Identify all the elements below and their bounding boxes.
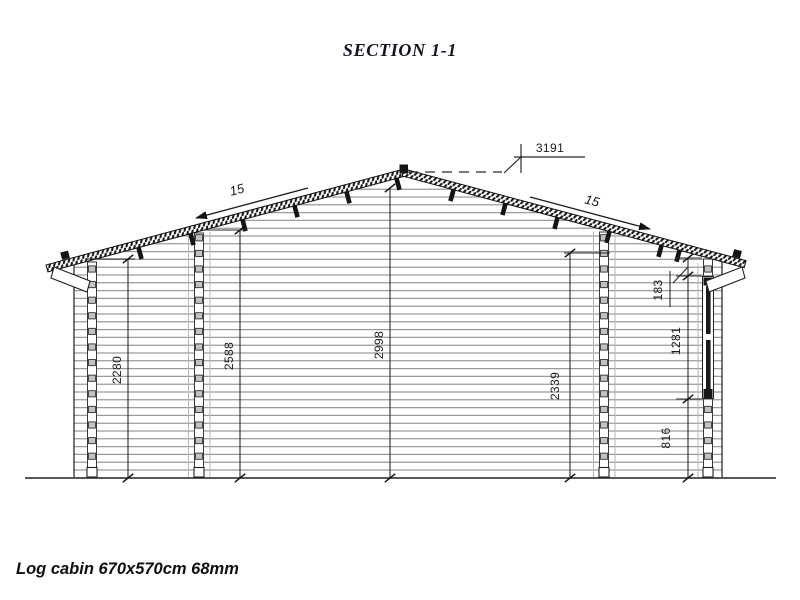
dim-left-post-height: 2588 (222, 341, 236, 371)
dim-window-head-offset: 183 (651, 279, 665, 301)
left-fascia-board (51, 267, 90, 292)
window-sill (704, 389, 713, 398)
dim-roof-pitch-left: 15 (227, 180, 246, 199)
post-edge-lines (189, 232, 699, 477)
dim-ridge-elevation: 3191 (535, 141, 565, 155)
window-handle (706, 334, 712, 340)
drawing-title: SECTION 1-1 (342, 40, 458, 60)
dim-ridge-inner-height: 2998 (372, 330, 386, 360)
elevation-flag (504, 156, 522, 173)
window-section (703, 277, 714, 399)
dim-right-post-height: 2339 (548, 371, 562, 401)
dim-window-height: 1281 (669, 326, 683, 356)
drawing-caption: Log cabin 670x570cm 68mm (16, 560, 239, 578)
wall-edges (74, 262, 722, 477)
dim-roof-pitch-right: 15 (583, 191, 602, 210)
ridge-cap (400, 165, 409, 174)
dim-window-sill-height: 816 (659, 427, 673, 449)
log-end-posts (87, 232, 713, 477)
dim-eave-wall-height: 2280 (110, 355, 124, 385)
